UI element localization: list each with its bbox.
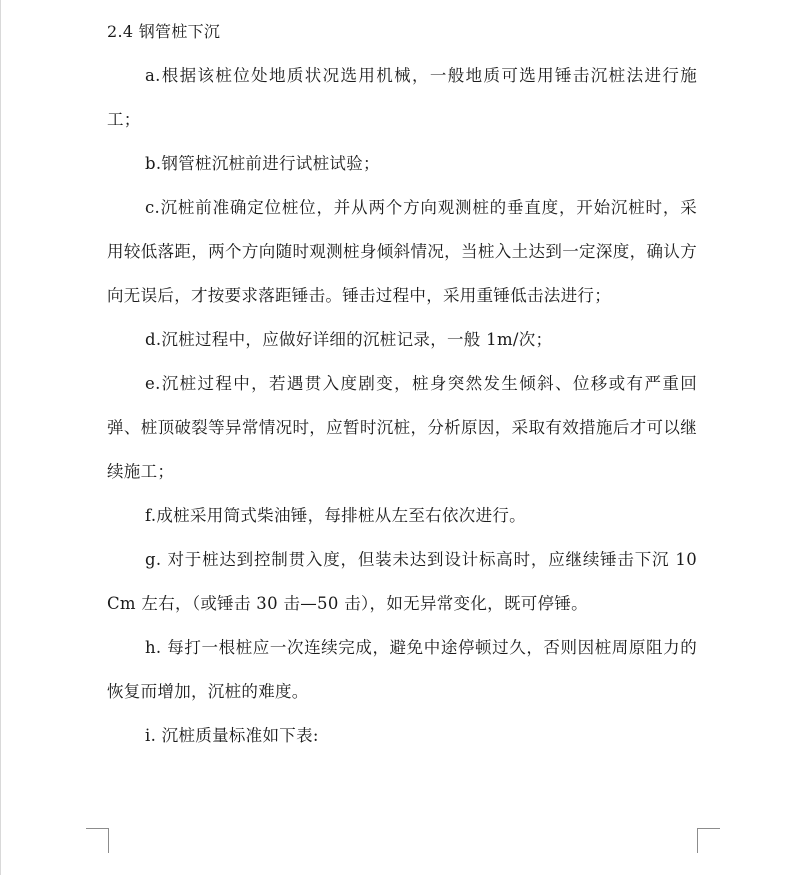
paragraph-g: g. 对于桩达到控制贯入度，但装未达到设计标高时，应继续锤击下沉 10 Cm 左右，（或锤击 30 击—50 击），如无异常变化，既可停锤。 bbox=[107, 550, 697, 613]
paragraph-i: i. 沉桩质量标准如下表: bbox=[145, 726, 319, 745]
paragraph-b: b.钢管桩沉桩前进行试桩试验； bbox=[145, 154, 380, 173]
margin-corner-mark-right bbox=[697, 828, 720, 853]
paragraph-c: c.沉桩前准确定位桩位，并从两个方向观测桩的垂直度，开始沉桩时，采用较低落距，两个方向随时观测桩身倾斜情况，当桩入土达到一定深度，确认方向无误后，才按要求落距锤击。锤击过程中，采用重锤低击法进行； bbox=[107, 198, 697, 305]
paragraph-d: d.沉桩过程中，应做好详细的沉桩记录，一般 1m/次； bbox=[145, 330, 553, 349]
margin-corner-mark-left bbox=[86, 828, 109, 853]
section-heading: 2.4 钢管桩下沉 bbox=[107, 22, 221, 41]
document-body bbox=[107, 10, 697, 758]
paragraph-e: e.沉桩过程中，若遇贯入度剧变，桩身突然发生倾斜、位移或有严重回弹、桩顶破裂等异常情况时，应暂时沉桩，分析原因，采取有效措施后才可以继续施工； bbox=[107, 374, 697, 481]
paragraph-a: a.根据该桩位处地质状况选用机械，一般地质可选用锤击沉桩法进行施工； bbox=[107, 66, 697, 129]
paragraph-f: f.成桩采用筒式柴油锤，每排桩从左至右依次进行。 bbox=[145, 506, 526, 525]
page-left-edge bbox=[0, 0, 1, 875]
paragraph-h: h. 每打一根桩应一次连续完成，避免中途停顿过久，否则因桩周原阻力的恢复而增加，沉桩的难度。 bbox=[107, 638, 697, 701]
